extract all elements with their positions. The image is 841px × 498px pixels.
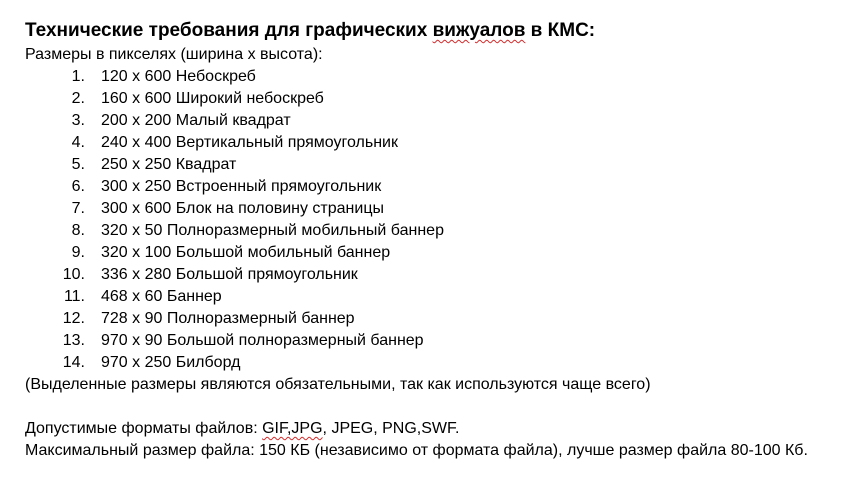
size-item-gap [85,132,101,154]
sizes-intro: Размеры в пикселях (ширина х высота): [25,46,323,63]
size-item-gap [85,242,101,264]
size-item-text: 250 х 250 Квадрат [101,156,237,173]
size-item-number: 10. [62,266,85,283]
size-item-number: 1. [71,68,85,85]
size-item-gap [85,176,101,198]
size-item [25,176,825,198]
size-item-text: 970 х 250 Билборд [101,354,241,371]
title-part-1: Технические требования для графических [25,20,433,41]
size-item-text: 970 х 90 Большой полноразмерный баннер [101,332,424,349]
size-item-text: 336 х 280 Большой прямоугольник [101,266,358,283]
size-item [25,110,825,132]
blank-line [25,396,825,418]
size-item-number: 2. [71,90,85,107]
size-item [25,330,825,352]
size-item-gap [85,198,101,220]
size-item-gap [85,308,101,330]
size-item-gap [85,110,101,132]
size-item [25,88,825,110]
size-item-number: 11. [63,288,85,305]
size-item-number: 14. [62,354,85,371]
document-title [25,18,825,44]
formats-rest: , JPEG, PNG,SWF. [322,420,460,437]
size-item [25,220,825,242]
size-item [25,264,825,286]
size-item-gap [85,286,101,308]
sizes-list [25,66,825,374]
size-item-gap [85,330,101,352]
size-item-number: 7. [71,200,85,217]
size-item [25,242,825,264]
size-item-number: 13. [62,332,85,349]
size-item-text: 300 х 250 Встроенный прямоугольник [101,178,382,195]
formats-label: Допустимые форматы файлов: [25,420,263,437]
size-item-text: 240 х 400 Вертикальный прямоугольник [101,134,398,151]
size-item-gap [85,352,101,374]
sizes-note: (Выделенные размеры являются обязательными, так как используются чаще всего) [25,376,651,393]
size-item-number: 5. [71,156,85,173]
size-item [25,66,825,88]
size-item-text: 160 х 600 Широкий небоскреб [101,90,324,107]
size-item [25,286,825,308]
size-item-gap [85,220,101,242]
size-item-text: 320 х 50 Полноразмерный мобильный баннер [101,222,444,239]
size-item-gap [85,88,101,110]
size-item-number: 6. [71,178,85,195]
size-item-text: 200 х 200 Малый квадрат [101,112,291,129]
size-item-text: 320 х 100 Большой мобильный баннер [101,244,391,261]
formats-misspelled: GIF,JPG [262,420,323,437]
size-item-text: 300 х 600 Блок на половину страницы [101,200,384,217]
size-item [25,154,825,176]
size-item-number: 3. [71,112,85,129]
title-misspelled-word: вижуалов [432,20,526,41]
document-body [25,18,825,462]
size-item [25,132,825,154]
size-item-number: 12. [62,310,85,327]
size-item-number: 9. [71,244,85,261]
size-item [25,198,825,220]
size-item-text: 120 х 600 Небоскреб [101,68,256,85]
size-item-number: 8. [71,222,85,239]
size-item [25,308,825,330]
size-item-text: 728 х 90 Полноразмерный баннер [101,310,355,327]
size-item [25,352,825,374]
size-item-gap [85,66,101,88]
title-part-3: в КМС: [525,20,596,41]
max-file-size: Максимальный размер файла: 150 КБ (независимо от формата файла), лучше размер файла 80-100 Кб. [25,442,808,459]
size-item-text: 468 х 60 Баннер [101,288,222,305]
formats-line [25,418,825,440]
size-item-gap [85,154,101,176]
size-item-gap [85,264,101,286]
size-item-number: 4. [71,134,85,151]
